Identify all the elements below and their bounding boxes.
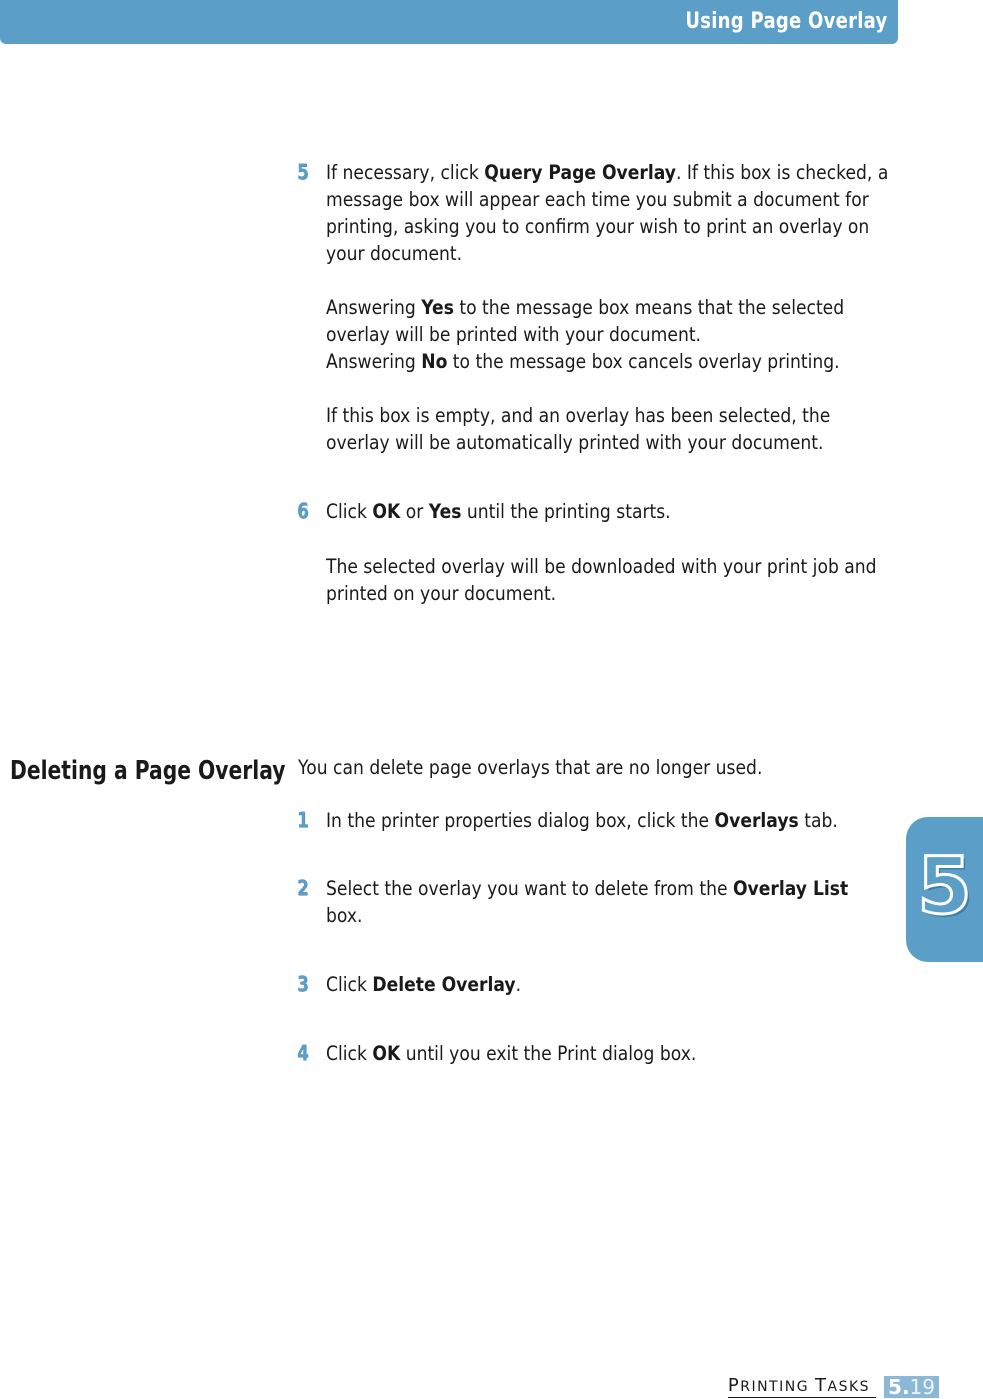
delete-step-2 [297,875,897,929]
header-bar [0,0,898,44]
step-5 [297,159,897,267]
step-6 [297,498,897,525]
delete-step-3 [297,971,897,998]
step-text: Select the overlay you want to delete from the Overlay List box. [326,877,849,927]
footer-page-number: 5.19 [884,1376,939,1398]
section-intro: You can delete page overlays that are no longer used. [298,756,763,779]
delete-step-4 [297,1040,897,1067]
step-number: 4 [297,1041,309,1065]
step-number: 2 [297,876,309,900]
footer-chapter-label: PRINTING TASKS [728,1375,876,1398]
page-footer [728,1376,939,1398]
para-answering-yes: Answering Yes to the message box means that the selected overlay will be printed with your document. [326,296,845,346]
step-text: Click Delete Overlay. [326,973,522,996]
step-text: In the printer properties dialog box, click the Overlays tab. [326,809,838,832]
step-text: Click OK until you exit the Print dialog box. [326,1042,697,1065]
para-downloaded: The selected overlay will be downloaded with your print job and printed on your document. [326,555,877,605]
step-text: Click OK or Yes until the printing starts. [326,500,671,523]
para-box-empty: If this box is empty, and an overlay has been selected, the overlay will be automatically printed with your document. [326,404,831,454]
delete-step-1 [297,807,897,834]
step-text: If necessary, click Query Page Overlay. If this box is checked, a message box will appear each time you submit a document for printing, asking you to confirm your wish to print an overlay on your document. [326,161,889,265]
para-answering-no: Answering No to the message box cancels overlay printing. [326,350,840,373]
step-number: 6 [297,499,309,523]
chapter-tab [906,817,983,962]
step-number: 3 [297,972,309,996]
chapter-tab-number: 5 [917,842,972,932]
page-header-title: Using Page Overlay [685,9,888,34]
step-number: 5 [297,160,309,184]
section-heading: Deleting a Page Overlay [10,756,286,786]
step-number: 1 [297,808,309,832]
